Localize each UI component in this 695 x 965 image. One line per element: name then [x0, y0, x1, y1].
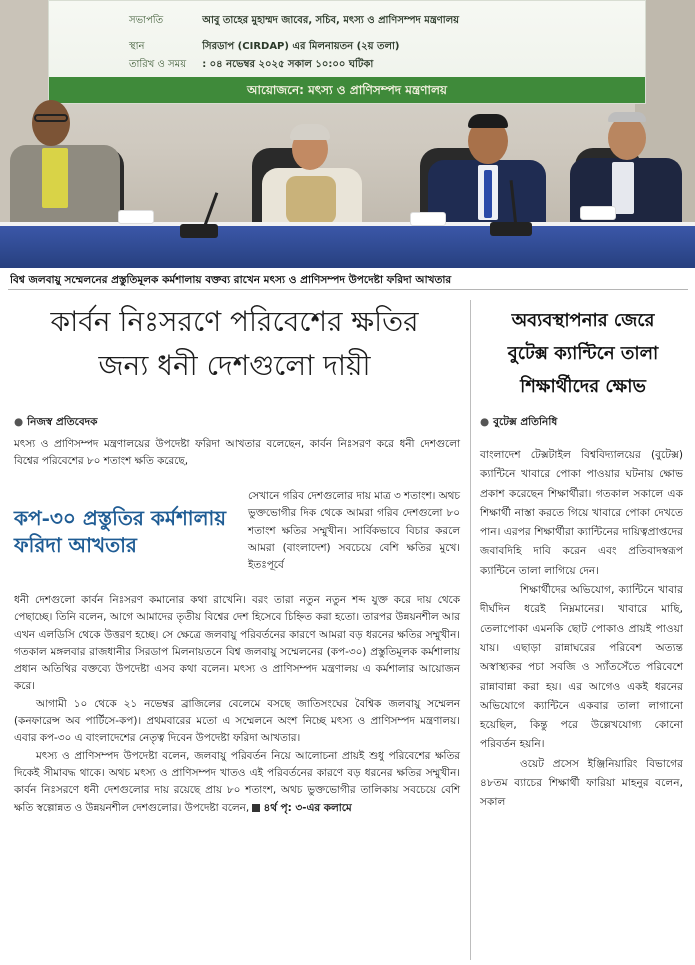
banner-chair-label: সভাপতি — [129, 15, 164, 26]
banner-time-value: : ০৪ নভেম্বর ২০২৫ সকাল ১০:০০ ঘটিকা — [202, 59, 374, 70]
main-body-narrow: সেখানে গরিব দেশগুলোর দায় মাত্র ৩ শতাংশ। অথচ ভুক্তভোগীর দিক থেকে আমরা গরিব দেশগুলো ৮০ শতাংশ ক্ষতির সম্মুখীন। সার্বিকভাবে বিচার করলে আমরা (বাংলাদেশ) সবচেয়ে বেশি ক্ষতির মুখে। ইতঃপূর্বে — [248, 490, 460, 572]
banner-time-row — [129, 57, 373, 74]
banner-venue-row — [129, 39, 399, 56]
side-body — [480, 446, 683, 813]
tissue-box — [410, 212, 446, 226]
square-bullet-icon — [252, 804, 260, 812]
bullet-icon: ● — [14, 416, 24, 428]
side-headline-line3: শিক্ষার্থীদের ক্ষোভ — [520, 376, 646, 397]
tissue-box — [580, 206, 616, 220]
side-paragraph-2: শিক্ষার্থীদের অভিযোগ, ক্যান্টিনে খাবার দীর্ঘদিন ধরেই নিম্নমানের। খাবারে মাছি, তেলাপোকা এমনকি ছোট পোকাও প্রায়ই পাওয়া যায়। এছাড়া রান্নাঘরের পরিবেশ অত্যন্ত অস্বাস্থ্যকর পচা সবজি ও স্যাঁতসেঁতে পরিবেশে রান্নাবান্না করা হয়। এর আগেও একই ধরনের অভিযোগে ক্যান্টিনে একবার তালা লাগানো হয়েছিল, কিন্তু পরে উল্লেখযোগ্য কোনো পরিবর্তন হয়নি। — [480, 584, 683, 751]
main-headline-line2: জন্য ধনী দেশগুলো দায়ী — [98, 349, 371, 382]
side-byline-text: বুটেক্স প্রতিনিধি — [493, 416, 558, 428]
tissue-box — [118, 210, 154, 224]
main-body-continued — [14, 592, 460, 817]
main-paragraph-1-rest: ধনী দেশগুলো কার্বন নিঃসরণ কমানোর কথা রাখেনি। বরং তারা নতুন নতুন শব্দ যুক্ত করে দায় থেকে পেছাচ্ছে। তিনি বলেন, আগে আমাদের তৃতীয় বিশ্বের দেশ হিসেবে চিহ্নিত করা হতো। তারপর উন্নয়নশীল আর এখন এলডিসি থেকে উত্তরণ হচ্ছে। সে ক্ষেত্রে জলবায়ু পরিবর্তনের কারণে আমরা বড় ধরনের ক্ষতির সম্মুখীন। গতকাল মঙ্গলবার রাজধানীর সিরডাপ মিলনায়তনে বিশ্ব জলবায়ু সম্মেলনের (কপ-৩০) প্রস্তুতিমূলক কর্মশালায় প্রধান অতিথির বক্তব্যে উপদেষ্টা এসব কথা বলেন। মৎস্য ও প্রাণিসম্পদ মন্ত্রণালয় এ কর্মশালার আয়োজন করে। — [14, 594, 460, 693]
main-headline — [12, 300, 457, 388]
continued-text: ৪র্থ পৃ: ৩-এর কলামে — [263, 801, 352, 814]
continued-marker[interactable] — [252, 802, 351, 814]
news-photo — [0, 0, 695, 268]
photo-caption: বিশ্ব জলবায়ু সম্মেলনের প্রস্তুতিমূলক কর্মশালায় বক্তব্য রাখেন মৎস্য ও প্রাণিসম্পদ উপদেষ্টা ফরিদা আখতার — [10, 274, 452, 286]
banner-venue-label: স্থান — [129, 41, 145, 52]
mic-base — [180, 224, 218, 238]
caption-divider — [8, 289, 688, 290]
side-headline-line2: বুটেক্স ক্যান্টিনে তালা — [507, 343, 659, 364]
main-paragraph-3-text: মৎস্য ও প্রাণিসম্পদ উপদেষ্টা বলেন, জলবায়ু পরিবর্তন নিয়ে আলোচনা প্রায়ই শুধু পরিবেশের ক্ষতির দিকেই সীমাবদ্ধ থাকে। অথচ মৎস্য ও প্রাণিসম্পদ খাতও এই পরিবর্তনের কারণে বড় ধরনের ক্ষতির সম্মুখীন। কার্বন নিঃসরণে ধনী দেশগুলোর দায় রয়েছে প্রায় ৮০ শতাংশ, অথচ ভুক্তভোগীর তালিকায় সবচেয়ে বেশি ক্ষতি স্বল্পোন্নত ও উন্নয়নশীল দেশগুলোর। উপদেষ্টা বলেন, — [14, 749, 460, 814]
side-headline — [478, 304, 688, 403]
side-paragraph-1: বাংলাদেশ টেক্সটাইল বিশ্ববিদ্যালয়ের (বুটেক্স) ক্যান্টিনে খাবারে পোকা পাওয়ার ঘটনায় ক্ষোভ প্রকাশ করেছেন শিক্ষার্থীরা। গতকাল সকালে এক শিক্ষার্থী নাস্তা করতে গিয়ে খাবারে পোকা দেখতে পান। এরপর শিক্ষার্থীরা ক্যান্টিনের দায়িত্বপ্রাপ্তদের জবাবদিহি দাবি করেন এবং প্রতিবাদস্বরূপ ক্যান্টিনে তালা লাগিয়ে দেন। — [480, 449, 683, 577]
banner-chair-value: আবু তাহের মুহাম্মদ জাবের, সচিব, মৎস্য ও প্রাণিসম্পদ মন্ত্রণালয় — [202, 15, 460, 26]
main-headline-line1: কার্বন নিঃসরণে পরিবেশের ক্ষতির — [50, 305, 419, 338]
table-cloth — [0, 226, 695, 268]
main-byline — [14, 415, 98, 432]
event-banner — [48, 0, 646, 104]
column-divider — [470, 300, 471, 960]
side-headline-line1: অব্যবস্থাপনার জেরে — [511, 310, 655, 331]
main-byline-text: নিজস্ব প্রতিবেদক — [27, 416, 98, 428]
main-paragraph-3 — [14, 748, 460, 817]
side-byline — [480, 415, 557, 432]
mic-base — [490, 222, 532, 236]
main-pull-quote: কপ-৩০ প্রস্তুতির কর্মশালায় ফরিদা আখতার — [14, 506, 227, 557]
main-paragraph-2: আগামী ১০ থেকে ২১ নভেম্বর ব্রাজিলের বেলেমে বসছে জাতিসংঘের বৈশ্বিক জলবায়ু সম্মেলন (কনফারেন্স অব পার্টিসে-কপ)। প্রথমবারের মতো এ সম্মেলনে অংশ নিচ্ছে মৎস্য ও প্রাণিসম্পদ মন্ত্রণালয়। এবার কপ-৩০ এ বাংলাদেশের নেতৃত্ব দিবেন উপদেষ্টা ফরিদা আখতার। — [14, 697, 460, 745]
bullet-icon: ● — [480, 416, 490, 428]
banner-venue-value: সিরডাপ (CIRDAP) এর মিলনায়তন (২য় তলা) — [202, 41, 400, 52]
main-body-intro: মৎস্য ও প্রাণিসম্পদ মন্ত্রণালয়ের উপদেষ্টা ফরিদা আখতার বলেছেন, কার্বন নিঃসরণ করে ধনী দেশগুলো বিশ্বের পরিবেশের ৮০ শতাংশ ক্ষতি করেছে, — [14, 438, 460, 468]
banner-chair-row — [129, 13, 459, 30]
banner-time-label: তারিখ ও সময় — [129, 59, 187, 70]
banner-organizer-strip: আয়োজনে: মৎস্য ও প্রাণিসম্পদ মন্ত্রণালয় — [49, 77, 645, 103]
side-paragraph-3: ওয়েট প্রসেস ইঞ্জিনিয়ারিং বিভাগের ৪৮তম ব্যাচের শিক্ষার্থী ফারিয়া মাহনুর বলেন, সকাল — [480, 757, 683, 809]
